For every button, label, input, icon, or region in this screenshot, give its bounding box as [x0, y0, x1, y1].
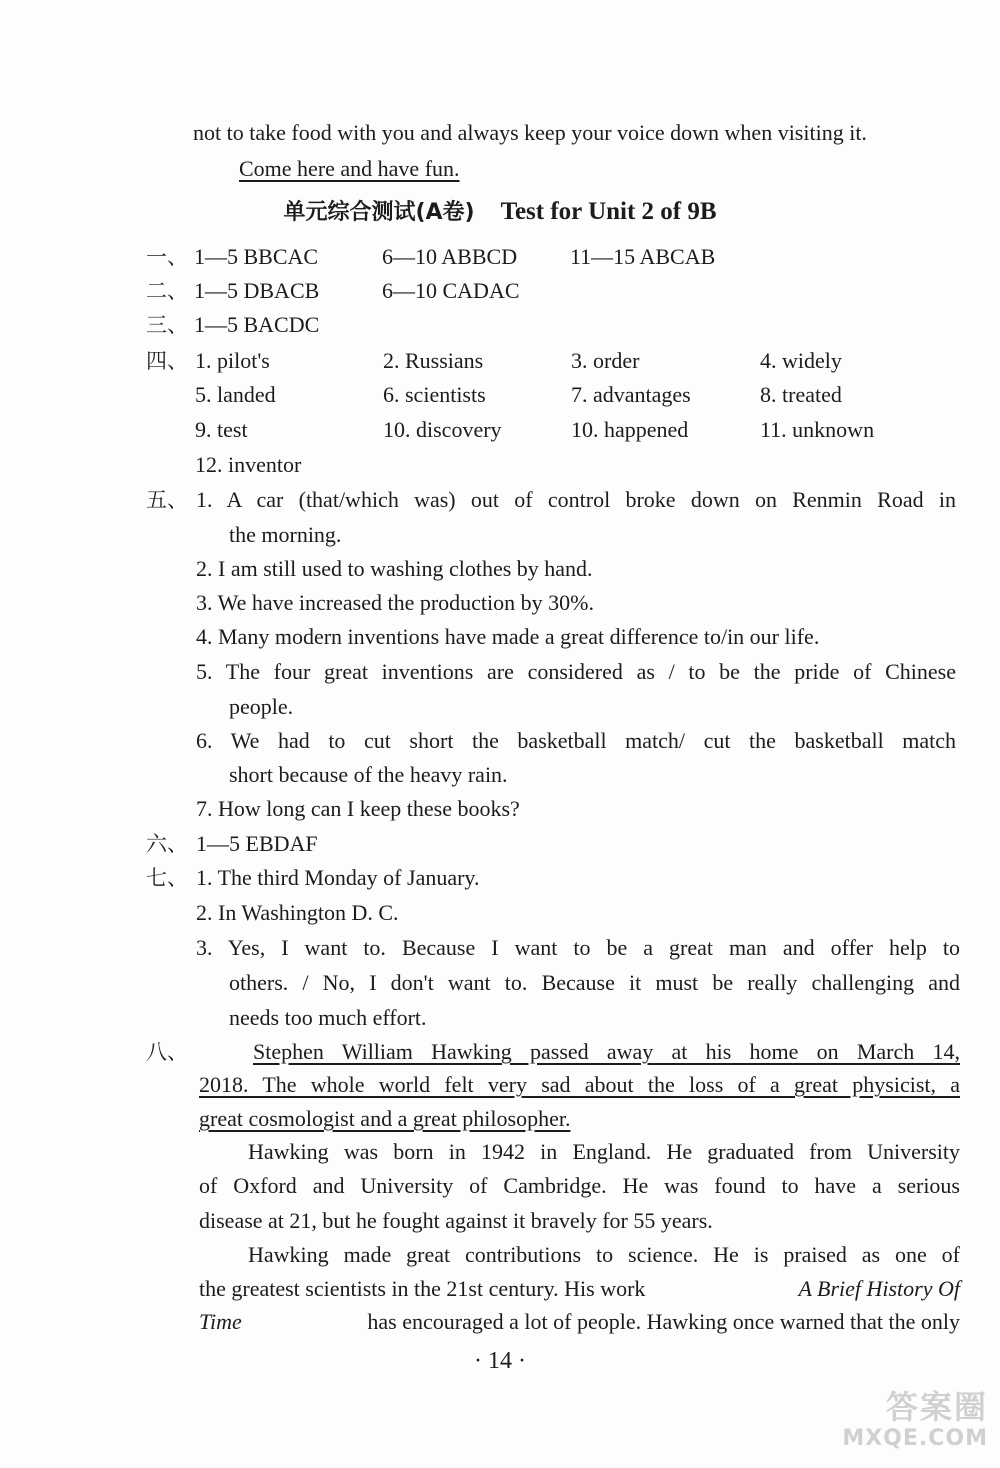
sec7-label: 七、	[146, 866, 188, 890]
sec2-answers-a: 1—5 DBACB	[194, 278, 320, 303]
sec8-para-1: Hawking was born in 1942 in England. He graduated from University	[248, 1139, 960, 1164]
sec4-item: 12. inventor	[195, 452, 302, 477]
sec4-item: 2. Russians	[383, 348, 484, 373]
sec1-answers-b: 6—10 ABBCD	[382, 244, 518, 269]
sec4-item: 11. unknown	[760, 417, 875, 442]
sec5-item-1-cont: the morning.	[229, 522, 342, 547]
sec3-label: 三、	[146, 313, 188, 337]
sec8-underlined-2: 2018. The whole world felt very sad about the loss of a great physicist, a	[199, 1072, 960, 1097]
section-title	[0, 194, 1000, 231]
sec4-item: 1. pilot's	[195, 348, 270, 373]
sec8-para-5-text: the greatest scientists in the 21st century. His work	[199, 1276, 646, 1301]
sec5-item-4: 4. Many modern inventions have made a great difference to/in our life.	[196, 624, 820, 649]
sec2-answers-b: 6—10 CADAC	[382, 278, 520, 303]
sec4-item: 8. treated	[760, 382, 842, 407]
sec8-label: 八、	[146, 1040, 188, 1064]
sec2-label: 二、	[146, 279, 188, 303]
sec4-item: 6. scientists	[383, 382, 486, 407]
intro-line-2: Come here and have fun.	[239, 156, 460, 181]
sec8-para-4: Hawking made great contributions to science. He is praised as one of	[248, 1242, 960, 1267]
sec1-label: 一、	[146, 245, 188, 269]
watermark-text-top: 答案圈	[885, 1388, 988, 1426]
sec4-item: 7. advantages	[571, 382, 691, 407]
sec8-underlined-3: great cosmologist and a great philosopher.	[199, 1106, 571, 1131]
watermark-text-bottom: MXQE.COM	[842, 1426, 988, 1451]
sec7-item-3-cont2: needs too much effort.	[229, 1005, 427, 1030]
sec5-item-6: 6. We had to cut short the basketball match/ cut the basketball match	[196, 728, 956, 753]
sec4-label: 四、	[146, 349, 188, 373]
sec8-para-3: disease at 21, but he fought against it bravely for 55 years.	[199, 1208, 713, 1233]
sec6-label: 六、	[146, 832, 188, 856]
book-title-part-1: A Brief History Of	[798, 1276, 960, 1301]
title-chinese: 单元综合测试(A卷)	[283, 200, 475, 225]
sec5-item-1: 1. A car (that/which was) out of control broke down on Renmin Road in	[196, 487, 956, 512]
sec8-para-2: of Oxford and University of Cambridge. He was found to have a serious	[199, 1173, 960, 1198]
sec8-para-5	[199, 1272, 960, 1306]
intro-line-1: not to take food with you and always keep your voice down when visiting it.	[193, 120, 867, 145]
sec7-item-3: 3. Yes, I want to. Because I want to be a great man and offer help to	[196, 935, 960, 960]
sec8-para-6-text: has encouraged a lot of people. Hawking once warned that the only	[367, 1309, 960, 1334]
title-english: Test for Unit 2 of 9B	[500, 198, 717, 225]
sec1-answers-c: 11—15 ABCAB	[570, 244, 716, 269]
page-number: · 14 ·	[474, 1348, 526, 1374]
sec4-item: 4. widely	[760, 348, 842, 373]
sec8-para-6	[199, 1305, 960, 1339]
sec6-answers-a: 1—5 EBDAF	[196, 831, 318, 856]
sec4-item: 5. landed	[195, 382, 276, 407]
sec5-item-7: 7. How long can I keep these books?	[196, 796, 520, 821]
sec8-underlined-1: Stephen William Hawking passed away at his home on March 14,	[253, 1039, 960, 1064]
sec7-item-2: 2. In Washington D. C.	[196, 900, 399, 925]
sec5-item-5: 5. The four great inventions are considered as / to be the pride of Chinese	[196, 659, 956, 684]
sec4-item: 3. order	[571, 348, 640, 373]
sec4-item: 10. happened	[571, 417, 689, 442]
sec5-label: 五、	[146, 488, 188, 512]
sec5-item-6-cont: short because of the heavy rain.	[229, 762, 508, 787]
sec3-answers-a: 1—5 BACDC	[194, 312, 320, 337]
book-title-part-2: Time	[199, 1309, 242, 1334]
sec4-item: 9. test	[195, 417, 248, 442]
watermark-logo	[798, 1388, 988, 1458]
sec1-answers-a: 1—5 BBCAC	[194, 244, 319, 269]
sec7-item-1: 1. The third Monday of January.	[196, 865, 480, 890]
sec5-item-2: 2. I am still used to washing clothes by hand.	[196, 556, 593, 581]
sec5-item-5-cont: people.	[229, 694, 294, 719]
sec5-item-3: 3. We have increased the production by 30%.	[196, 590, 594, 615]
sec7-item-3-cont: others. / No, I don't want to. Because it must be really challenging and	[229, 970, 960, 995]
sec4-item: 10. discovery	[383, 417, 502, 442]
